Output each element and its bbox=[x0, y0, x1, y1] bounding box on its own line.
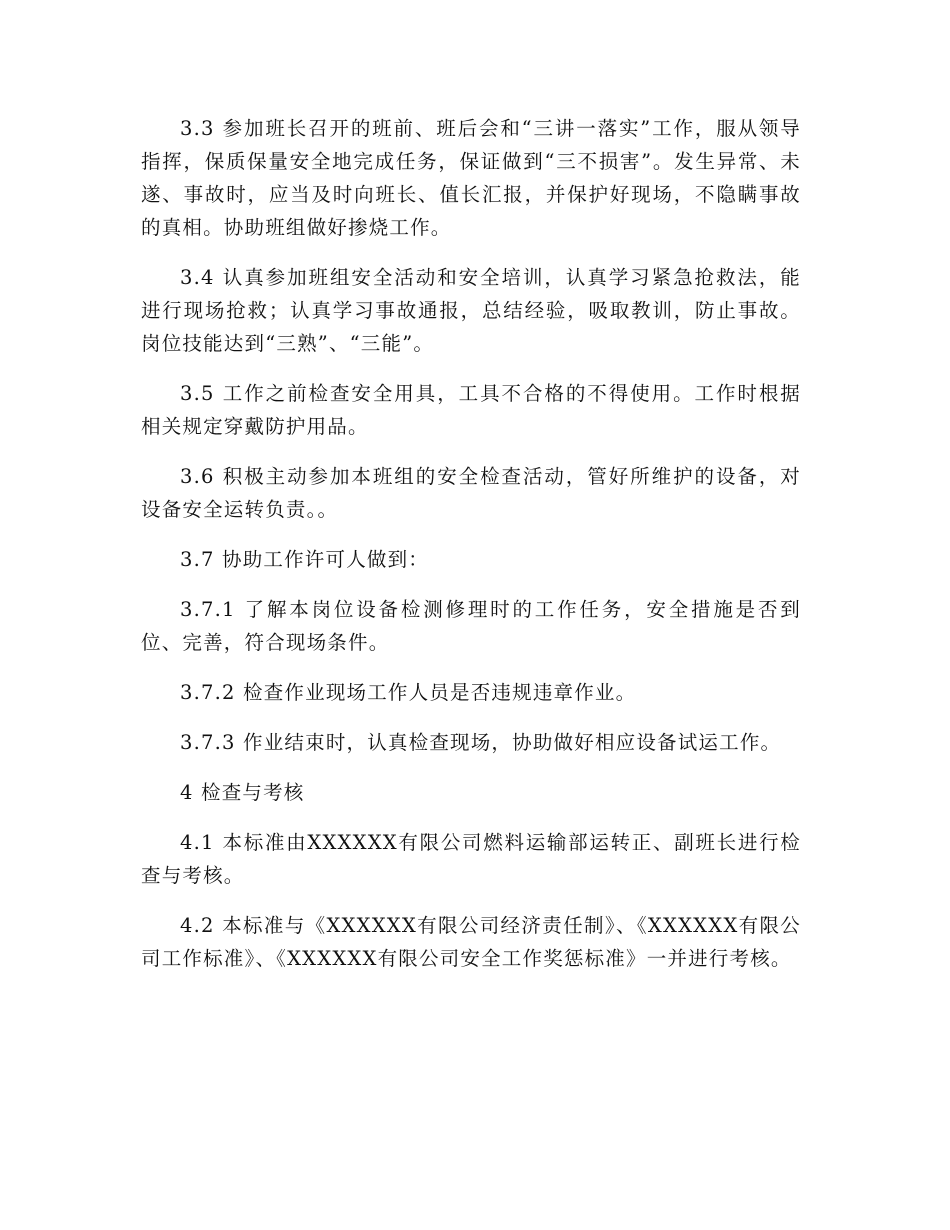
section-heading-4: 4 检查与考核 bbox=[180, 781, 305, 804]
paragraph-4-1: 4.1 本标准由XXXXXX有限公司燃料运输部运转正、副班长进行检查与考核。 bbox=[141, 831, 801, 887]
paragraph-3-7-1: 3.7.1 了解本岗位设备检测修理时的工作任务，安全措施是否到位、完善，符合现场条件。 bbox=[141, 598, 801, 654]
paragraph-3-7: 3.7 协助工作许可人做到： bbox=[180, 548, 430, 571]
paragraph-3-3: 3.3 参加班长召开的班前、班后会和“三讲一落实”工作，服从领导指挥，保质保量安全地完成任务，保证做到“三不损害”。发生异常、未遂、事故时，应当及时向班长、值长汇报，并保护好现场，不隐瞒事故的真相。协助班组做好掺烧工作。 bbox=[141, 117, 801, 239]
paragraph-3-4: 3.4 认真参加班组安全活动和安全培训，认真学习紧急抢救法，能进行现场抢救；认真学习事故通报，总结经验，吸取教训，防止事故。岗位技能达到“三熟”、“三能”。 bbox=[141, 266, 801, 355]
paragraph-4-2: 4.2 本标准与《XXXXXX有限公司经济责任制》、《XXXXXX有限公司工作标准》、《XXXXXX有限公司安全工作奖惩标准》一并进行考核。 bbox=[141, 914, 801, 970]
paragraph-3-7-3: 3.7.3 作业结束时，认真检查现场，协助做好相应设备试运工作。 bbox=[180, 731, 782, 754]
paragraph-3-6: 3.6 积极主动参加本班组的安全检查活动，管好所维护的设备，对设备安全运转负责。。 bbox=[141, 465, 801, 521]
paragraph-3-5: 3.5 工作之前检查安全用具，工具不合格的不得使用。工作时根据相关规定穿戴防护用品。 bbox=[141, 382, 801, 438]
document-body bbox=[141, 112, 801, 992]
paragraph-3-7-2: 3.7.2 检查作业现场工作人员是否违规违章作业。 bbox=[180, 681, 637, 704]
